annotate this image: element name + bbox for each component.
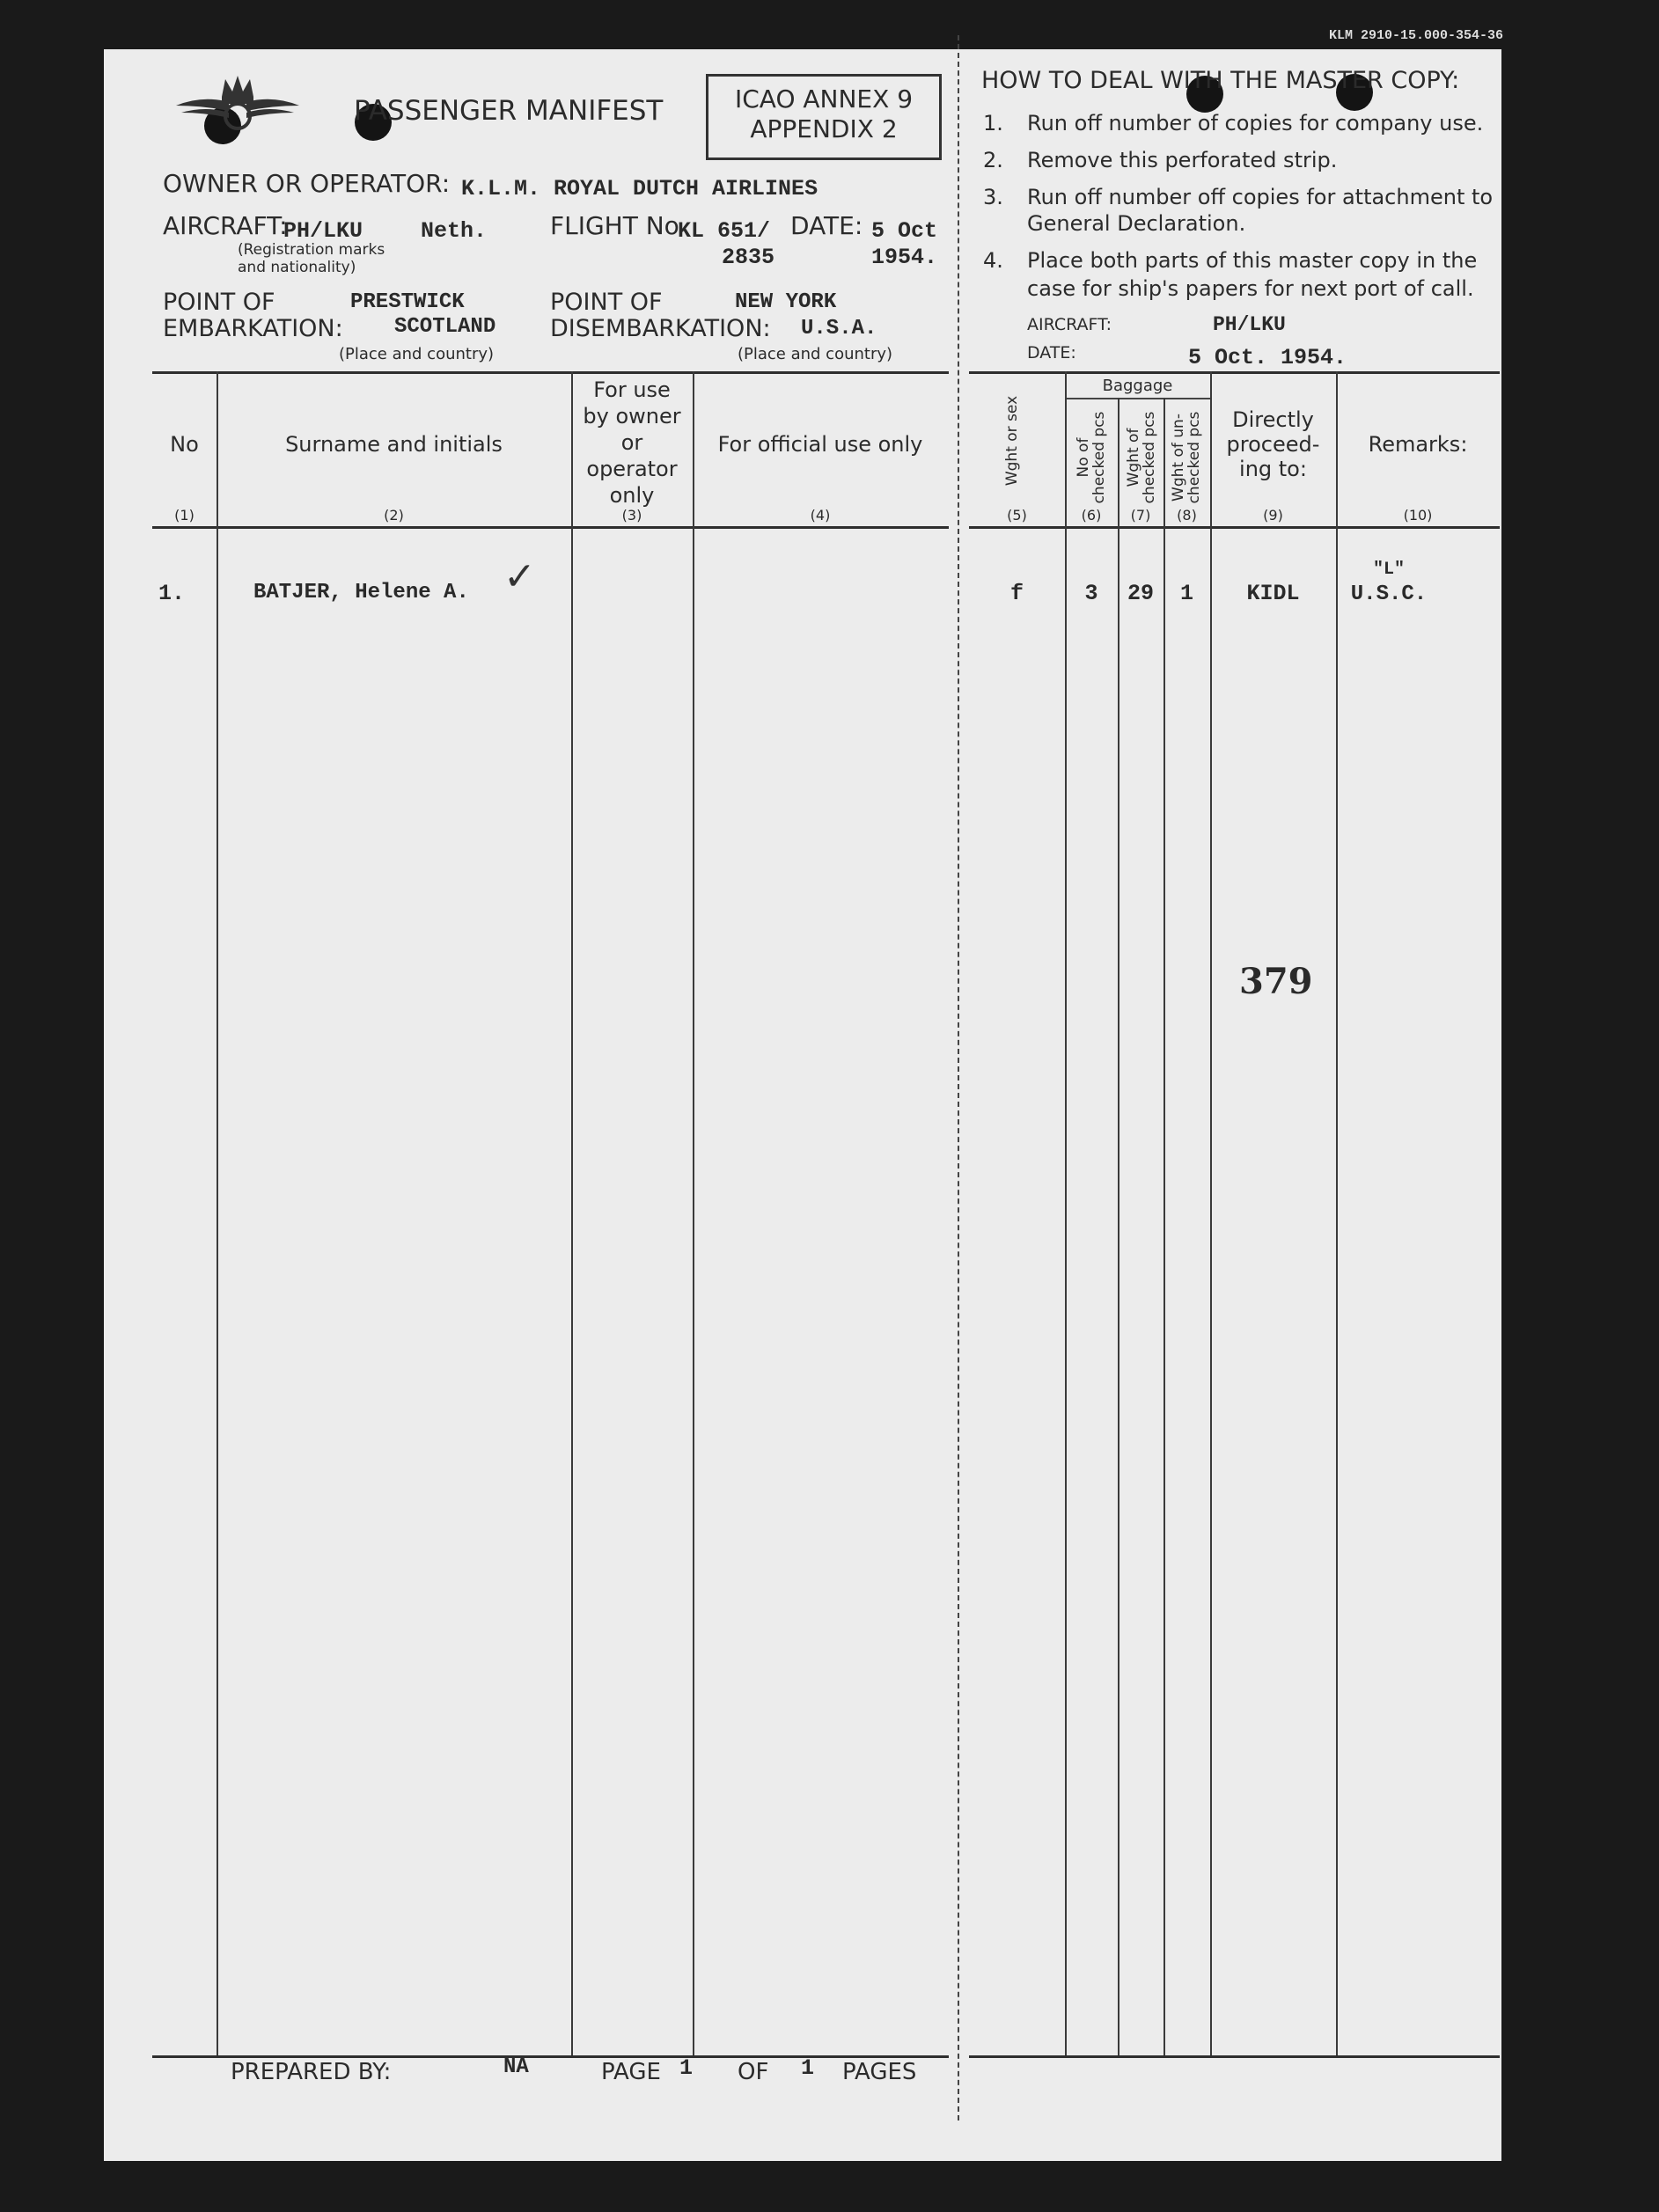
column-divider	[1210, 371, 1212, 2055]
column-divider	[217, 371, 218, 2055]
column-divider	[693, 371, 694, 2055]
row-sex: f	[1009, 581, 1024, 606]
col-header-weight-checked: Wght of checked pcs	[1125, 411, 1158, 504]
col-number: (1)	[174, 507, 195, 524]
of-value: 1	[801, 2055, 815, 2081]
row-remarks: U.S.C.	[1350, 582, 1428, 606]
row-no: 1.	[158, 581, 186, 606]
flight-value: 2835	[722, 245, 775, 270]
baggage-rule	[1065, 398, 1210, 399]
header-bottom-rule	[969, 526, 1500, 529]
right-aircraft-value: PH/LKU	[1213, 313, 1286, 336]
column-divider	[571, 371, 573, 2055]
disembarkation-value: NEW YORK	[735, 290, 837, 314]
aircraft-value: PH/LKU	[283, 218, 363, 244]
col-number: (10)	[1403, 507, 1433, 524]
col-header-baggage: Baggage	[1102, 377, 1173, 395]
page-label: PAGE	[601, 2059, 661, 2085]
aircraft-note: (Registration marks	[238, 241, 385, 259]
embarkation-note: (Place and country)	[339, 345, 495, 363]
instruction-num: 2.	[983, 148, 1003, 172]
table-bottom-rule	[969, 2055, 1500, 2058]
row-proceeding: KIDL	[1246, 581, 1300, 606]
header-bottom-rule	[152, 526, 949, 529]
stamp-number: 379	[1239, 961, 1313, 1002]
col-header-directly: Directly	[1232, 407, 1314, 432]
disembarkation-label: POINT OF	[550, 289, 663, 316]
row-remarks: "L"	[1372, 560, 1405, 580]
flight-value: KL 651/	[678, 218, 771, 244]
embarkation-value: PRESTWICK	[350, 290, 465, 314]
instruction-num: 3.	[983, 185, 1003, 209]
row-weight-checked: 29	[1127, 581, 1154, 606]
pages-label: PAGES	[842, 2059, 917, 2085]
row-weight-unchecked: 1	[1179, 581, 1193, 606]
flight-label: FLIGHT No	[550, 211, 679, 240]
col-number: (7)	[1130, 507, 1151, 524]
check-mark-icon: ✓	[503, 555, 536, 598]
col-number: (2)	[384, 507, 404, 524]
perforation-line	[958, 35, 959, 2120]
right-date-value: 5 Oct. 1954.	[1188, 345, 1347, 370]
icao-appendix: APPENDIX 2	[750, 114, 898, 143]
page-value: 1	[679, 2055, 694, 2081]
right-date-label: DATE:	[1027, 343, 1076, 363]
col-header-directly: proceed-	[1226, 432, 1320, 457]
instruction-text: Run off number of copies for company use.	[1027, 111, 1484, 136]
disembarkation-value: U.S.A.	[801, 317, 877, 341]
instruction-num: 1.	[983, 111, 1003, 136]
row-checked-pcs: 3	[1084, 581, 1098, 606]
column-divider	[1336, 371, 1338, 2055]
disembarkation-note: (Place and country)	[738, 345, 893, 363]
col-header-name: Surname and initials	[285, 432, 503, 457]
col-header-owner-use: operator	[586, 457, 678, 481]
instructions-title: HOW TO DEAL WITH THE MASTER COPY:	[981, 67, 1460, 94]
embarkation-label: POINT OF	[163, 289, 275, 316]
page-title: PASSENGER MANIFEST	[354, 95, 664, 127]
table-top-rule	[152, 371, 949, 374]
instruction-text: Remove this perforated strip.	[1027, 148, 1338, 172]
col-number: (3)	[621, 507, 642, 524]
prepared-label: PREPARED BY:	[231, 2059, 392, 2085]
col-header-owner-use: For use	[593, 377, 671, 402]
prepared-value: NA	[503, 2055, 529, 2079]
right-aircraft-label: AIRCRAFT:	[1027, 315, 1112, 334]
col-number: (4)	[810, 507, 831, 524]
aircraft-label: AIRCRAFT:	[163, 211, 288, 240]
disembarkation-label: DISEMBARKATION:	[550, 315, 771, 342]
aircraft-note: and nationality)	[238, 259, 356, 276]
col-number: (5)	[1007, 507, 1027, 524]
instruction-num: 4.	[983, 248, 1003, 273]
embarkation-label: EMBARKATION:	[163, 315, 343, 342]
owner-label: OWNER OR OPERATOR:	[163, 169, 451, 198]
instruction-text: case for ship's papers for next port of call.	[1027, 276, 1474, 301]
col-number: (8)	[1177, 507, 1197, 524]
table-top-rule	[969, 371, 1500, 374]
embarkation-value: SCOTLAND	[394, 315, 496, 339]
owner-value: K.L.M. ROYAL DUTCH AIRLINES	[461, 176, 818, 201]
of-label: OF	[738, 2059, 769, 2085]
col-header-remarks: Remarks:	[1368, 432, 1468, 457]
instruction-text: General Declaration.	[1027, 211, 1246, 236]
instruction-text: Place both parts of this master copy in the	[1027, 248, 1478, 273]
col-number: (9)	[1263, 507, 1283, 524]
date-label: DATE:	[790, 211, 863, 240]
column-divider	[1164, 398, 1165, 2055]
col-header-weight-sex: Wght or sex	[1003, 395, 1021, 487]
col-header-weight-unchecked: Wght of un- checked pcs	[1170, 411, 1203, 504]
icao-annex: ICAO ANNEX 9	[734, 84, 914, 114]
col-header-no: No	[170, 432, 199, 457]
col-header-owner-use: only	[609, 483, 655, 508]
aircraft-nationality: Neth.	[421, 218, 488, 244]
col-header-checked-pcs: No of checked pcs	[1075, 411, 1108, 504]
column-divider	[1065, 371, 1067, 2055]
row-name: BATJER, Helene A.	[253, 581, 469, 604]
col-header-owner-use: by owner	[583, 404, 681, 428]
col-number: (6)	[1081, 507, 1102, 524]
col-header-directly: ing to:	[1239, 457, 1307, 481]
date-value: 5 Oct	[871, 218, 938, 244]
form-code: KLM 2910-15.000-354-36	[1329, 28, 1504, 43]
column-divider	[1118, 398, 1119, 2055]
instruction-text: Run off number off copies for attachment to	[1027, 185, 1494, 209]
table-bottom-rule	[152, 2055, 949, 2058]
date-value: 1954.	[871, 245, 938, 270]
klm-crown-logo	[167, 70, 308, 141]
col-header-official: For official use only	[717, 432, 923, 457]
col-header-owner-use: or	[620, 430, 643, 455]
